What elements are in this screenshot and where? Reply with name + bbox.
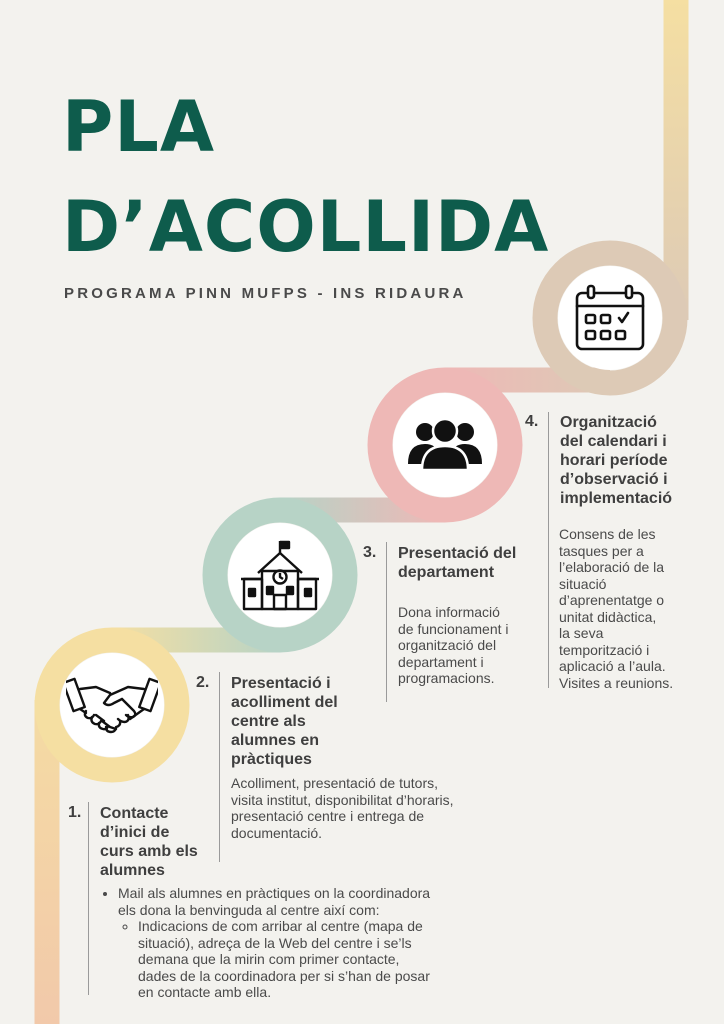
step-1-icon-circle — [60, 653, 164, 757]
subtitle: PROGRAMA PINN MUFPS - INS RIDAURA — [64, 285, 467, 302]
step-3-divider — [386, 542, 387, 702]
step-2-description: Acolliment, presentació de tutors, visita institut, disponibilitat d’horaris, presentació centre i entrega de documentació. — [231, 775, 454, 841]
page-title-line2: D’ACOLLIDA — [62, 186, 550, 268]
step-2-icon-circle — [228, 523, 332, 627]
list-item: • Mail als alumnes en pràctiques on la coordinadora els dona la benvinguda al centre així com: ◦ Indicacions de com arribar al centre (mapa de situació), adreça de la Web del centre i se’ls demana que la mirin com primer contacte, dades de la coordinadora per si s’han de posar en contacte amb ella. — [118, 885, 498, 1001]
step-2-number: 2. — [196, 674, 210, 691]
page-title-line1: PLA — [62, 86, 216, 168]
step-4-number: 4. — [525, 413, 539, 430]
step-3-icon-circle — [393, 393, 497, 497]
step-2-divider — [219, 672, 220, 862]
handshake-icon — [66, 675, 158, 735]
step-3-description: Dona informació de funcionament i organització del departament i programacions. — [398, 604, 509, 686]
step-4-title: Organització del calendari i horari període d’observació i implementació — [560, 414, 673, 507]
step-3-title: Presentació del departament — [398, 545, 517, 581]
calendar-check-icon — [574, 284, 646, 352]
step-1-number: 1. — [68, 804, 82, 821]
step-4-divider — [548, 412, 549, 688]
step-1-bullet-list — [100, 885, 498, 1001]
step-1-divider — [88, 802, 89, 995]
step-4-description: Consens de les tasques per a l’elaboració de la situació d’aprenentatge o unitat didàctica, la seva temporització i aplicació a l’aula. Visites a reunions. — [559, 526, 674, 691]
people-group-icon — [406, 418, 484, 472]
school-building-icon — [240, 539, 320, 611]
step-4-icon-circle — [558, 266, 662, 370]
step-1-title: Contacte d’inici de curs amb els alumnes — [100, 805, 198, 879]
step-2-title: Presentació i acolliment del centre als alumnes en pràctiques — [231, 675, 338, 768]
step-3-number: 3. — [363, 544, 377, 561]
list-item: ◦ Indicacions de com arribar al centre (mapa de situació), adreça de la Web del centre i se’ls demana que la mirin com primer contacte, dades de la coordinadora per si s’han de posar en contacte amb ella. — [138, 918, 498, 1001]
